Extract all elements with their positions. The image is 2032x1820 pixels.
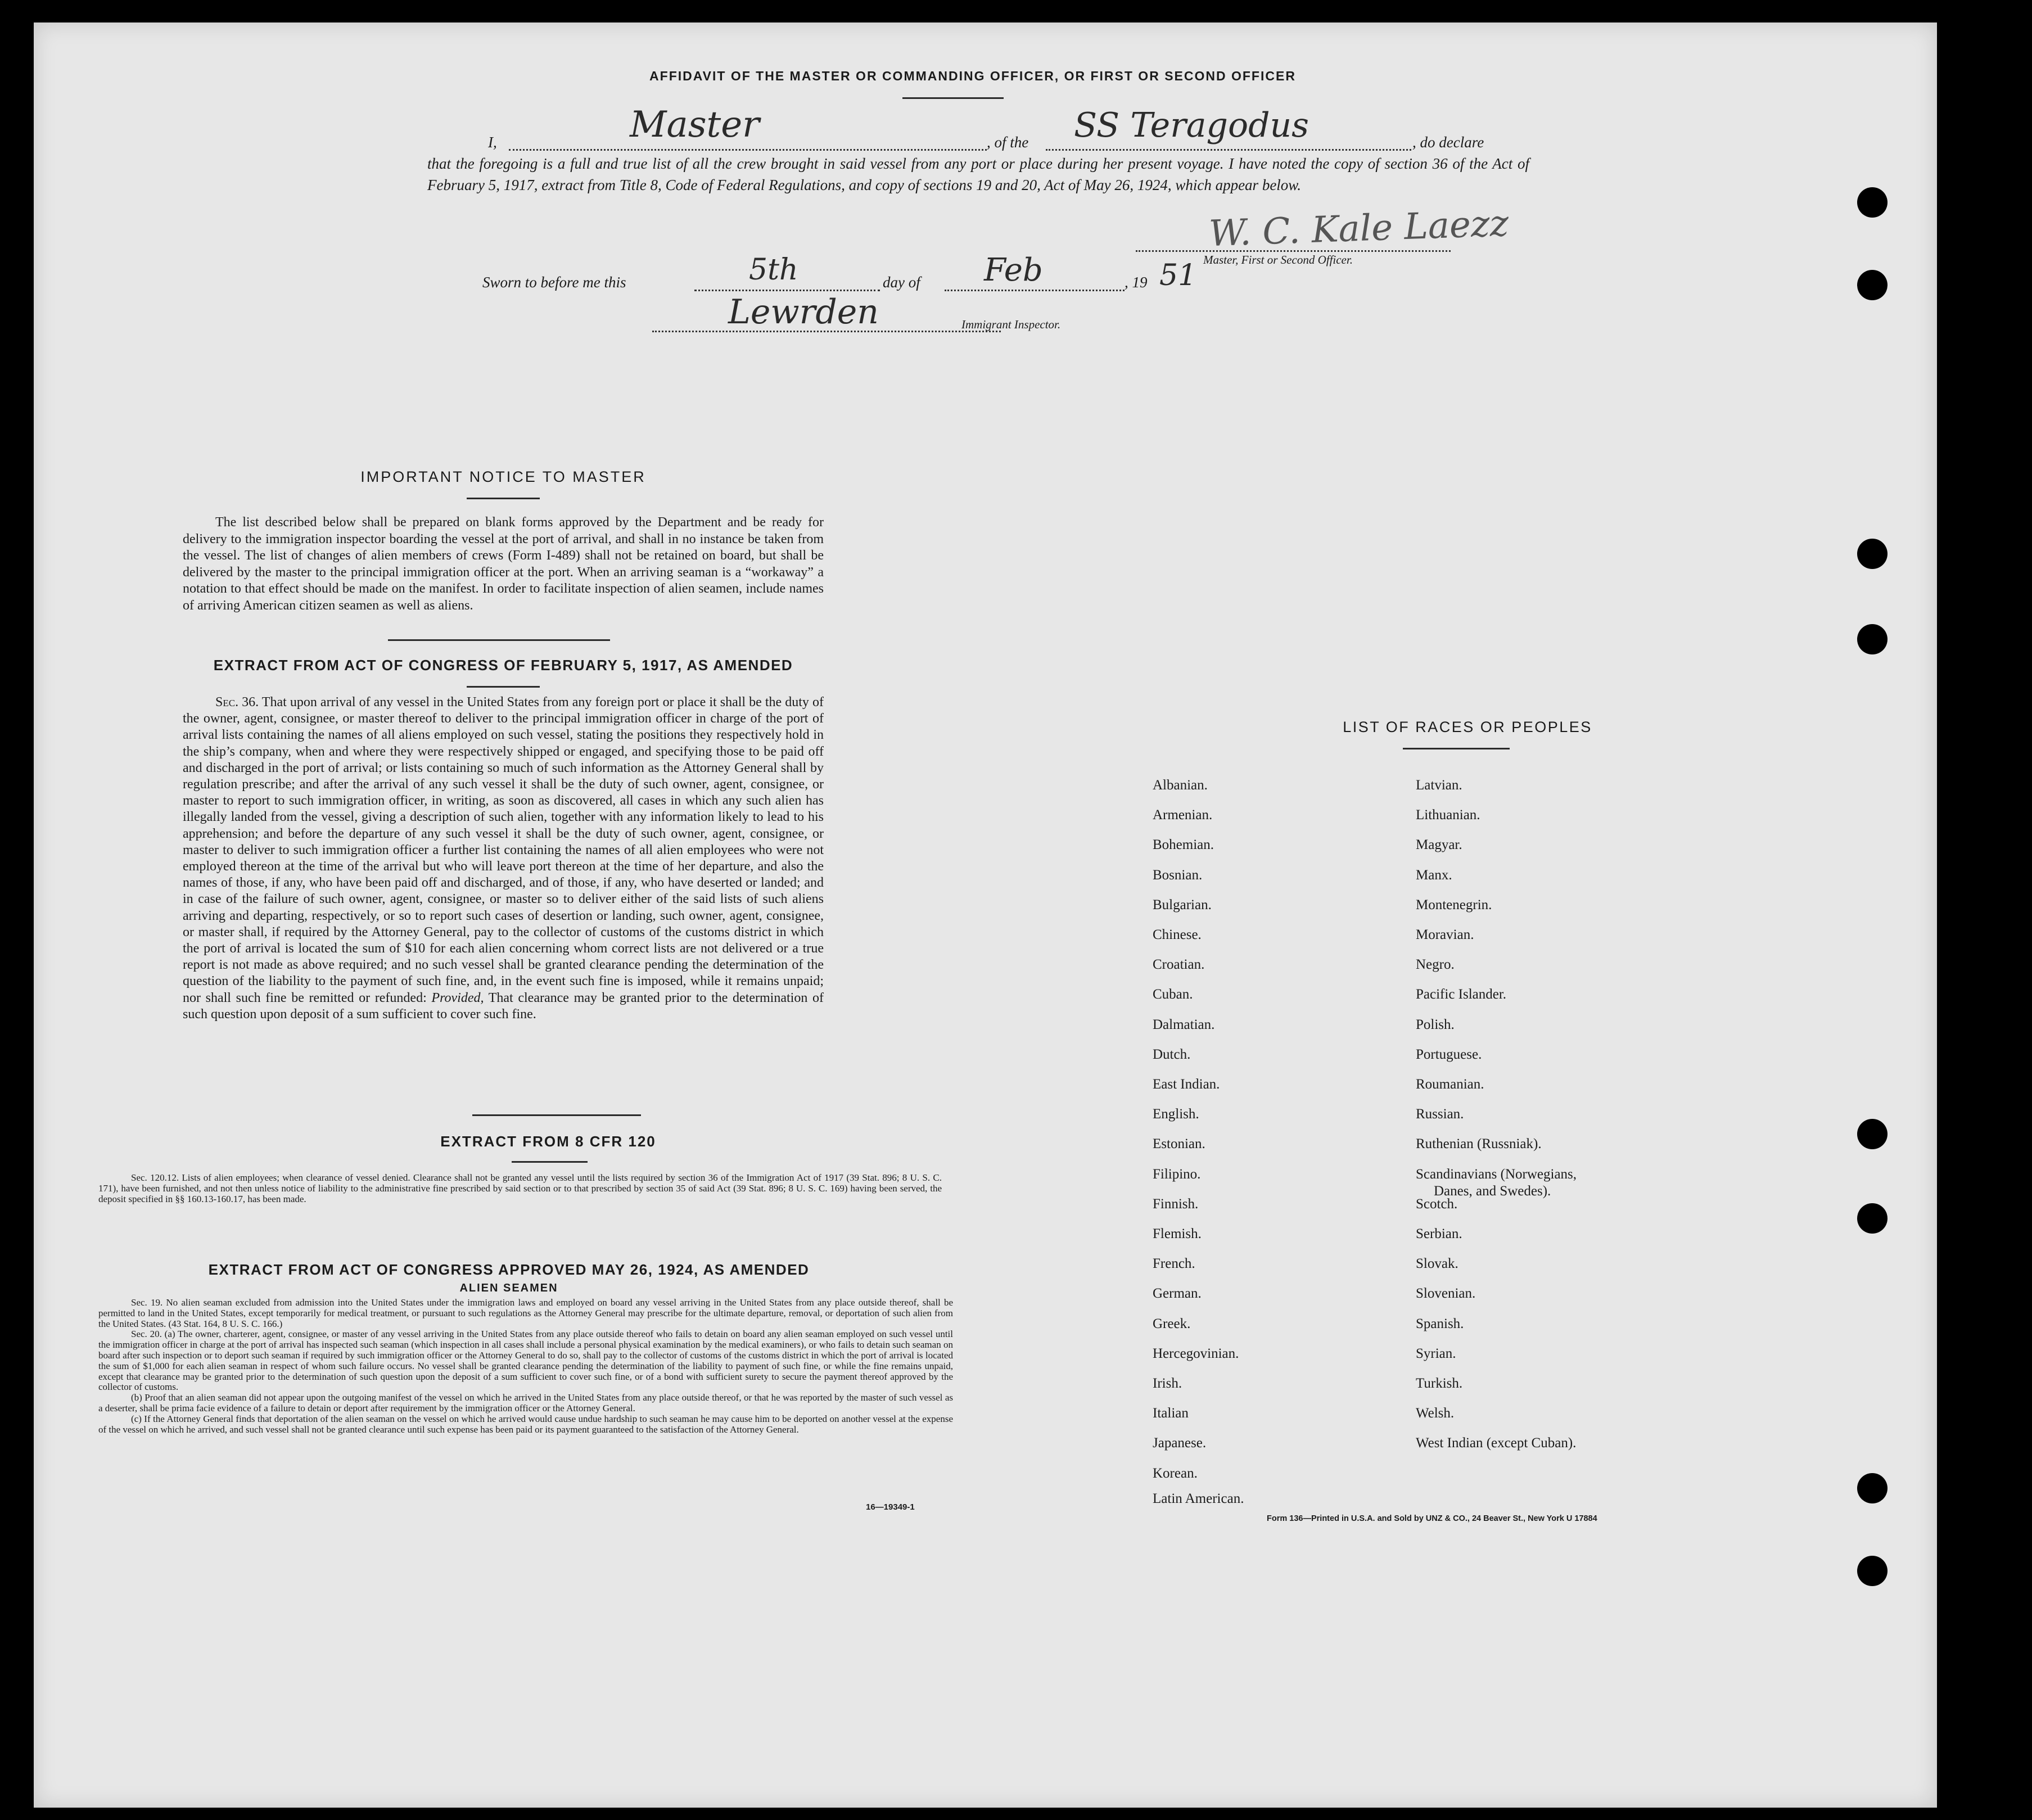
race-item: Serbian. (1416, 1226, 1462, 1241)
race-item: Japanese. (1153, 1435, 1207, 1451)
race-item: German. (1153, 1286, 1202, 1302)
race-item: Bohemian. (1153, 837, 1214, 853)
affidavit-declare-label: , do declare (1412, 134, 1484, 151)
sec-36-provided: Provided, (431, 990, 484, 1005)
race-item: Italian (1153, 1406, 1189, 1421)
race-item: Albanian. (1153, 778, 1208, 793)
race-item: Ruthenian (Russniak). (1416, 1136, 1542, 1152)
race-item: Moravian. (1416, 927, 1474, 942)
race-item: Danes, and Swedes). (1434, 1183, 1551, 1199)
race-item: Chinese. (1153, 927, 1202, 942)
affidavit-title: AFFIDAVIT OF THE MASTER OR COMMANDING OFFICER, OR FIRST OR SECOND OFFICER (649, 69, 1296, 83)
sec-19-text: Sec. 19. No alien seaman excluded from admission into the United States under the immigration laws and employed on board any vessel arriving in the United States from any place outside thereof, shall be permitted to land in the United States, except temporarily for medical treatment, or pursuant to such regulations as the Attorney General may prescribe for the ultimate departure, removal, or deportation of such alien from the United States. (43 Stat. 164, 8 U. S. C. 166.) (98, 1297, 953, 1329)
punch-hole (1857, 1203, 1887, 1234)
race-item: Bosnian. (1153, 867, 1203, 883)
extract-1924-body (98, 1298, 953, 1435)
race-item: Spanish. (1416, 1316, 1464, 1331)
races-title-rule (1403, 748, 1510, 749)
race-item: Bulgarian. (1153, 897, 1212, 913)
year-prefix-label: , 19 (1125, 274, 1148, 291)
notice-body: The list described below shall be prepared on blank forms approved by the Department and be ready for delivery to the immigration inspector boarding the vessel at the port of arrival, and shall in no instance be taken from the vessel. The list of changes of alien members of crews (Form I-489) shall not be retained on board, but shall be delivered by the master to the principal immigration officer at the port. When an arriving seaman is a “workaway” a notation to that effect should be made on the manifest. In order to facilitate inspection of alien seamen, include names of arriving American citizen seamen as well as aliens. (183, 515, 824, 613)
affidavit-i-label: I, (488, 134, 497, 151)
cfr-title-rule (512, 1161, 588, 1163)
race-item: Latvian. (1416, 778, 1462, 793)
punch-hole (1857, 1556, 1887, 1586)
affidavit-title-rule (902, 97, 1004, 99)
affidavit-of-the-label: , of the (987, 134, 1029, 151)
punch-hole (1857, 624, 1887, 654)
race-item: Cuban. (1153, 987, 1193, 1002)
race-item: Roumanian. (1416, 1077, 1484, 1092)
handwritten-master-signature: W. C. Kale Laezz (1208, 202, 1510, 255)
vessel-name-line (1046, 149, 1411, 151)
race-item: Scotch. (1416, 1196, 1458, 1212)
race-item: Latin American. (1153, 1491, 1244, 1506)
punch-hole (1857, 1473, 1887, 1503)
race-item: Slovak. (1416, 1256, 1458, 1272)
day-of-label: day of (883, 274, 920, 291)
race-item: Scandinavians (Norwegians, (1416, 1166, 1577, 1182)
sec-20b-text: (b) Proof that an alien seaman did not appear upon the outgoing manifest of the vessel on which he arrived in the United States from any place outside thereof, or that he was reported by the master of such vessel as a deserter, shall be prima facie evidence of a failure to detain or deport after requirement by the immigration officer or the Attorney General. (98, 1392, 953, 1413)
race-item: Manx. (1416, 867, 1452, 883)
punch-hole (1857, 539, 1887, 569)
form-footer: Form 136—Printed in U.S.A. and Sold by UNZ & CO., 24 Beaver St., New York U 17884 (1267, 1514, 1597, 1523)
race-item: Magyar. (1416, 837, 1462, 853)
race-item: Polish. (1416, 1017, 1455, 1032)
race-item: Korean. (1153, 1465, 1198, 1481)
extract-1917-title: EXTRACT FROM ACT OF CONGRESS OF FEBRUARY 5, 1917, AS AMENDED (213, 657, 793, 674)
race-item: Flemish. (1153, 1226, 1202, 1241)
race-item: Lithuanian. (1416, 807, 1480, 823)
sworn-month-line (945, 290, 1125, 291)
race-item: Dutch. (1153, 1046, 1191, 1062)
race-item: Greek. (1153, 1316, 1191, 1331)
sworn-day-line (694, 290, 880, 291)
notice-title-rule (467, 498, 540, 499)
sec-36-text-end: That clearance may be granted prior to the determination of such question upon deposit of a sum sufficient to cover such fine. (183, 990, 824, 1022)
form-sheet (34, 22, 1937, 1808)
race-item: Croatian. (1153, 957, 1205, 973)
affidavit-body: that the foregoing is a full and true list of all the crew brought in said vessel from any port or place during her present voyage. I have noted the copy of section 36 of the Act of February 5, 1917, extract from Title 8, Code of Federal Regulations, and copy of sections 19 and 20, Act of May 26, 1924, which appear below. (427, 155, 1529, 193)
cfr-body: Sec. 120.12. Lists of alien employees; when clearance of vessel denied. Clearance shall not be granted any vessel until the lists required by section 36 of the Immigration Act of 1917 (39 Stat. 896; 8 U. S. C. 171), have been furnished, and not then unless notice of liability to the administrative fine prescribed by said section or to that prescribed by section 35 of said Act (39 Stat. 896; 8 U. S. C. 169) having been served, the deposit specified in §§ 160.13-160.17, has been made. (98, 1172, 942, 1204)
extract-1917-end-rule (472, 1114, 641, 1116)
handwritten-inspector-signature: Lewrden (728, 292, 879, 332)
races-title: LIST OF RACES OR PEOPLES (1343, 719, 1592, 735)
alien-seamen-subtitle: ALIEN SEAMEN (459, 1282, 558, 1294)
race-item: Russian. (1416, 1107, 1464, 1122)
punch-hole (1857, 1119, 1887, 1149)
cfr-title: EXTRACT FROM 8 CFR 120 (440, 1133, 656, 1150)
race-item: Dalmatian. (1153, 1017, 1215, 1032)
handwritten-month: Feb (984, 252, 1043, 288)
notice-title: IMPORTANT NOTICE TO MASTER (360, 468, 646, 485)
sec-20c-text: (c) If the Attorney General finds that deportation of the alien seaman on the vessel on which he arrived would cause undue hardship to such seaman he may cause him to be deported on another vessel at the expense of the vessel on which he arrived, and such vessel shall not be granted clearance until such expense has been paid or its payment guaranteed to the satisfaction of the Attorney General. (98, 1413, 953, 1435)
extract-1917-body (183, 694, 824, 1023)
race-item: Welsh. (1416, 1406, 1455, 1421)
race-item: Turkish. (1416, 1376, 1463, 1391)
handwritten-day: 5th (749, 253, 798, 287)
race-item: Portuguese. (1416, 1046, 1482, 1062)
race-item: Armenian. (1153, 807, 1213, 823)
race-item: Finnish. (1153, 1196, 1199, 1212)
race-item: West Indian (except Cuban). (1416, 1435, 1577, 1451)
inspector-caption: Immigrant Inspector. (961, 318, 1061, 331)
handwritten-vessel-name: SS Teragodus (1074, 106, 1309, 145)
race-item: Pacific Islander. (1416, 987, 1507, 1002)
handwritten-master-name: Master (630, 104, 760, 146)
race-item: Estonian. (1153, 1136, 1205, 1152)
race-item: Slovenian. (1416, 1286, 1476, 1302)
master-name-line (509, 149, 987, 151)
race-item: Montenegrin. (1416, 897, 1492, 913)
punch-hole (1857, 270, 1887, 300)
race-item: Filipino. (1153, 1166, 1201, 1182)
extract-1917-title-rule (467, 686, 540, 688)
race-item: East Indian. (1153, 1077, 1220, 1092)
master-signature-caption: Master, First or Second Officer. (1203, 253, 1353, 267)
sec-36-text: That upon arrival of any vessel in the United States from any foreign port or place it shall be the duty of the owner, agent, consignee, or master thereof to deliver to the principal immigration officer in charge of the port of arrival lists containing the names of all aliens employed on such vessel, stating the positions they respectively hold in the ship’s company, when and where they were respectively shipped or engaged, and specifying those to be paid off and discharged in the port of arrival; or lists containing so much of such information as the Attorney General shall by regulation prescribe; and after the arrival of any such vessel it shall be the duty of such owner, agent, consignee, or master to report to such immigration officer, in writing, as soon as discovered, all cases in which any such alien has illegally landed from the vessel, giving a description of such alien, together with any information likely to lead to his apprehension; and before the departure of any such vessel it shall be the duty of such owner, agent, consignee, or master to deliver to such immigration officer a further list containing the names of all alien employees who were not employed thereon at the time of the arrival but who will leave port thereon at the time of her departure, and also the names of those, if any, who have been paid off and discharged, and of those, if any, who have deserted or landed; and in case of the failure of such owner, agent, consignee, or master so to deliver either of the said lists of such aliens arriving and departing, respectively, or so to report such cases of desertion or landing, such owner, agent, consignee, or master shall, if required by the Attorney General, pay to the collector of customs of the customs district in which the port of arrival is located the sum of $10 for each alien concerning whom correct lists are not delivered or a true report is not made as above required; and no such vessel shall be granted clearance pending the determination of the question of the liability to the payment of such fine, and, in the event such fine is imposed, while it remains unpaid; nor shall such fine be remitted or refunded: (183, 695, 824, 1005)
inspector-signature-line (652, 331, 1001, 332)
race-item: English. (1153, 1107, 1199, 1122)
handwritten-year: 51 (1159, 259, 1197, 292)
sec-20a-text: Sec. 20. (a) The owner, charterer, agent, consignee, or master of any vessel arriving in the United States from any place outside thereof who fails to detain on board any alien seaman employed on such vessel until the immigration officer in charge at the port of arrival has inspected such seaman (which inspection in all cases shall include a personal physical examination by the medical examiners), or who fails to detain such seaman on board after such inspection or to deport such seaman if required by such immigration officer or the Attorney General to do so, shall pay to the collector of customs of the customs district in which the port of arrival is located the sum of $1,000 for each alien seaman in respect of whom such failure occurs. No vessel shall be granted clearance pending the determination of the liability to payment of such fine, or while the fine remains unpaid, except that clearance may be granted prior to the determination of such question upon the deposit of a sum sufficient to cover such fine, or of a bond with sufficient surety to secure the payment thereof approved by the collector of customs. (98, 1329, 953, 1393)
form-code: 16—19349-1 (866, 1502, 915, 1512)
race-item: Irish. (1153, 1376, 1182, 1391)
race-item: Syrian. (1416, 1345, 1456, 1361)
extract-1924-title: EXTRACT FROM ACT OF CONGRESS APPROVED MAY 26, 1924, AS AMENDED (208, 1261, 810, 1278)
race-item: French. (1153, 1256, 1195, 1272)
punch-hole (1857, 187, 1887, 218)
race-item: Negro. (1416, 957, 1455, 973)
race-item: Hercegovinian. (1153, 1345, 1239, 1361)
sec-36-label: Sec. 36. (215, 695, 259, 710)
sworn-label: Sworn to before me this (482, 274, 626, 291)
master-signature-line (1136, 250, 1451, 252)
notice-end-rule (388, 639, 610, 641)
